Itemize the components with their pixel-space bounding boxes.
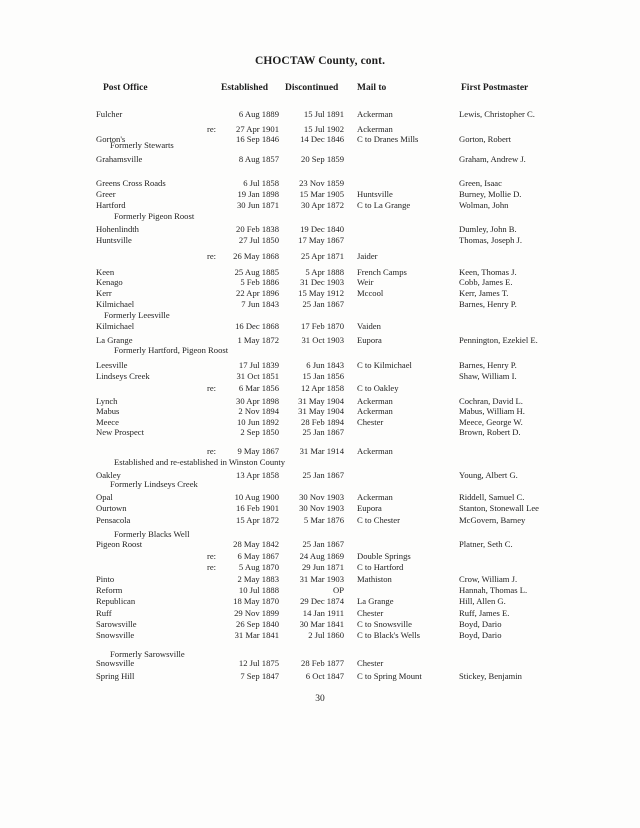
cell-est: 30 Jun 1871 xyxy=(236,200,279,210)
cell-pm: Cochran, David L. xyxy=(459,396,523,406)
cell-pm: Burney, Mollie D. xyxy=(459,189,522,199)
cell-name: Reform xyxy=(96,585,123,595)
cell-est: 10 Jun 1892 xyxy=(236,417,279,427)
cell-disc: 24 Aug 1869 xyxy=(299,551,344,561)
table-row xyxy=(0,154,640,165)
cell-est: 7 Jun 1843 xyxy=(241,299,279,309)
cell-disc: 30 Nov 1903 xyxy=(299,503,344,513)
table-row xyxy=(0,235,640,246)
cell-disc: 25 Jan 1867 xyxy=(302,299,344,309)
table-row xyxy=(0,619,640,630)
cell-pm: Brown, Robert D. xyxy=(459,427,521,437)
table-row xyxy=(0,551,640,562)
cell-disc: 17 May 1867 xyxy=(298,235,344,245)
cell-mail: C to Chester xyxy=(357,515,400,525)
cell-re: re: xyxy=(207,124,217,134)
cell-pm: Hill, Allen G. xyxy=(459,596,506,606)
cell-re: re: xyxy=(207,251,217,261)
table-row xyxy=(0,596,640,607)
cell-name: Kilmichael xyxy=(96,299,135,309)
cell-pm: Stickey, Benjamin xyxy=(459,671,522,681)
table-row xyxy=(0,470,640,481)
cell-mail: Ackerman xyxy=(357,492,393,502)
cell-pm: Boyd, Dario xyxy=(459,630,502,640)
table-row xyxy=(0,109,640,120)
cell-est: 6 May 1867 xyxy=(237,551,279,561)
cell-pm: Crow, William J. xyxy=(459,574,518,584)
cell-est: 15 Apr 1872 xyxy=(236,515,279,525)
cell-mail: C to Snowsville xyxy=(357,619,412,629)
table-row xyxy=(0,574,640,585)
cell-disc: 20 Sep 1859 xyxy=(301,154,344,164)
cell-est: 10 Jul 1888 xyxy=(238,585,279,595)
table-row xyxy=(0,178,640,189)
table-row xyxy=(0,321,640,332)
cell-pm: Platner, Seth C. xyxy=(459,539,513,549)
cell-est: 16 Feb 1901 xyxy=(236,503,279,513)
cell-est: 19 Jan 1898 xyxy=(237,189,279,199)
table-row xyxy=(0,630,640,641)
cell-name: Gorton's xyxy=(96,134,126,144)
note-formerly-lindseys-creek: Formerly Lindseys Creek xyxy=(110,479,198,489)
cell-pm: Wolman, John xyxy=(459,200,509,210)
cell-disc: 29 Jun 1871 xyxy=(301,562,344,572)
cell-pm: Shaw, William I. xyxy=(459,371,517,381)
cell-name: Spring Hill xyxy=(96,671,135,681)
cell-pm: Meece, George W. xyxy=(459,417,523,427)
cell-est: 16 Sep 1846 xyxy=(236,134,279,144)
header-established: Established xyxy=(221,83,268,93)
cell-est: 17 Jul 1839 xyxy=(238,360,279,370)
cell-pm: Gorton, Robert xyxy=(459,134,512,144)
cell-name: Snowsville xyxy=(96,630,135,640)
cell-pm: Young, Albert G. xyxy=(459,470,518,480)
cell-name: Oakley xyxy=(96,470,121,480)
cell-pm: Riddell, Samuel C. xyxy=(459,492,525,502)
cell-pm: Lewis, Christopher C. xyxy=(459,109,535,119)
cell-name: Pensacola xyxy=(96,515,131,525)
table-row xyxy=(0,277,640,288)
table-row xyxy=(0,562,640,573)
cell-pm: Barnes, Henry P. xyxy=(459,299,517,309)
table-row xyxy=(0,288,640,299)
cell-est: 2 Nov 1894 xyxy=(238,406,279,416)
cell-disc: 12 Apr 1858 xyxy=(301,383,344,393)
table-row xyxy=(0,224,640,235)
cell-pm: Keen, Thomas J. xyxy=(459,267,517,277)
cell-est: 28 May 1842 xyxy=(233,539,279,549)
cell-mail: C to Kilmichael xyxy=(357,360,412,370)
cell-est: 2 Sep 1850 xyxy=(240,427,279,437)
table-row xyxy=(0,427,640,438)
cell-est: 31 Oct 1851 xyxy=(236,371,279,381)
cell-name: Meece xyxy=(96,417,119,427)
note-formerly-leesville: Formerly Leesville xyxy=(104,310,170,320)
cell-name: Leesville xyxy=(96,360,128,370)
cell-est: 26 May 1868 xyxy=(233,251,279,261)
table-row xyxy=(0,251,640,262)
header-first-postmaster: First Postmaster xyxy=(461,83,529,93)
cell-name: Pinto xyxy=(96,574,115,584)
header-discontinued: Discontinued xyxy=(285,83,339,93)
cell-name: Ruff xyxy=(96,608,112,618)
cell-est: 1 May 1872 xyxy=(237,335,279,345)
cell-name: Ourtown xyxy=(96,503,127,513)
table-row xyxy=(0,134,640,145)
cell-name: Snowsville xyxy=(96,658,135,668)
cell-est: 27 Jul 1850 xyxy=(238,235,279,245)
cell-pm: Ruff, James E. xyxy=(459,608,510,618)
cell-disc: 14 Jan 1911 xyxy=(302,608,344,618)
cell-mail: C to Spring Mount xyxy=(357,671,422,681)
cell-disc: 15 Jan 1856 xyxy=(302,371,344,381)
cell-mail: Eupora xyxy=(357,503,382,513)
cell-name: La Grange xyxy=(96,335,133,345)
table-row xyxy=(0,446,640,457)
cell-pm: Boyd, Dario xyxy=(459,619,502,629)
cell-est: 27 Apr 1901 xyxy=(236,124,279,134)
cell-disc: 6 Jun 1843 xyxy=(306,360,344,370)
cell-est: 6 Jul 1858 xyxy=(243,178,279,188)
cell-disc: 6 Oct 1847 xyxy=(305,671,344,681)
page-number: 30 xyxy=(315,694,325,704)
cell-disc: 2 Jul 1860 xyxy=(308,630,344,640)
table-row xyxy=(0,539,640,550)
cell-pm: Barnes, Henry P. xyxy=(459,360,517,370)
cell-name: Grahamsville xyxy=(96,154,143,164)
note-formerly-hartford-pigeon-roost: Formerly Hartford, Pigeon Roost xyxy=(114,345,229,355)
cell-re: re: xyxy=(207,551,217,561)
cell-disc: 15 Mar 1905 xyxy=(299,189,344,199)
cell-disc: 17 Feb 1870 xyxy=(301,321,344,331)
table-row xyxy=(0,299,640,310)
cell-est: 30 Apr 1898 xyxy=(236,396,279,406)
cell-disc: 15 Jul 1902 xyxy=(303,124,344,134)
cell-mail: Weir xyxy=(357,277,374,287)
cell-mail: La Grange xyxy=(357,596,394,606)
cell-mail: Ackerman xyxy=(357,396,393,406)
table-row xyxy=(0,189,640,200)
cell-mail: Chester xyxy=(357,658,384,668)
cell-est: 20 Feb 1838 xyxy=(236,224,279,234)
cell-disc: 5 Apr 1888 xyxy=(305,267,344,277)
cell-pm: Dumley, John B. xyxy=(459,224,517,234)
cell-disc: 25 Apr 1871 xyxy=(301,251,344,261)
cell-name: Opal xyxy=(96,492,113,502)
cell-disc: 15 May 1912 xyxy=(298,288,344,298)
cell-mail: Chester xyxy=(357,608,384,618)
cell-name: Greer xyxy=(96,189,116,199)
cell-re: re: xyxy=(207,383,217,393)
cell-pm: Mabus, William H. xyxy=(459,406,525,416)
cell-est: 22 Apr 1896 xyxy=(236,288,279,298)
cell-disc: 30 Mar 1841 xyxy=(299,619,344,629)
table-row xyxy=(0,335,640,346)
table-row xyxy=(0,371,640,382)
cell-pm: Green, Isaac xyxy=(459,178,502,188)
cell-disc: 30 Apr 1872 xyxy=(301,200,344,210)
cell-disc: 31 Mar 1914 xyxy=(299,446,344,456)
table-row xyxy=(0,360,640,371)
cell-est: 5 Feb 1886 xyxy=(240,277,279,287)
cell-est: 16 Dec 1868 xyxy=(235,321,279,331)
cell-name: Lindseys Creek xyxy=(96,371,150,381)
cell-mail: C to Dranes Mills xyxy=(357,134,419,144)
table-row xyxy=(0,671,640,682)
cell-name: Mabus xyxy=(96,406,120,416)
cell-est: 25 Aug 1885 xyxy=(234,267,279,277)
cell-name: Republican xyxy=(96,596,136,606)
cell-est: 8 Aug 1857 xyxy=(238,154,279,164)
cell-est: 10 Aug 1900 xyxy=(234,492,279,502)
table-row xyxy=(0,515,640,526)
cell-mail: Chester xyxy=(357,417,384,427)
cell-mail: Ackerman xyxy=(357,124,393,134)
note-formerly-stewarts: Formerly Stewarts xyxy=(110,140,174,150)
cell-est: 12 Jul 1875 xyxy=(238,658,279,668)
cell-mail: Double Springs xyxy=(357,551,411,561)
cell-name: Kenago xyxy=(96,277,123,287)
cell-disc: 31 Oct 1903 xyxy=(301,335,344,345)
cell-mail: Vaiden xyxy=(357,321,381,331)
cell-disc: OP xyxy=(333,585,344,595)
cell-name: New Prospect xyxy=(96,427,144,437)
cell-name: Hartford xyxy=(96,200,126,210)
cell-mail: C to Black's Wells xyxy=(357,630,421,640)
cell-disc: 31 May 1904 xyxy=(298,406,344,416)
cell-disc: 5 Mar 1876 xyxy=(303,515,344,525)
cell-est: 9 May 1867 xyxy=(237,446,279,456)
cell-est: 31 Mar 1841 xyxy=(234,630,279,640)
cell-mail: Jaider xyxy=(357,251,378,261)
cell-est: 2 May 1883 xyxy=(237,574,279,584)
table-row xyxy=(0,608,640,619)
cell-disc: 19 Dec 1840 xyxy=(300,224,344,234)
cell-est: 6 Aug 1889 xyxy=(238,109,279,119)
cell-disc: 25 Jan 1867 xyxy=(302,427,344,437)
cell-name: Keen xyxy=(96,267,115,277)
cell-est: 5 Aug 1870 xyxy=(238,562,279,572)
note-formerly-pigeon-roost: Formerly Pigeon Roost xyxy=(114,211,195,221)
table-row xyxy=(0,406,640,417)
header-post-office: Post Office xyxy=(103,83,148,93)
cell-mail: French Camps xyxy=(357,267,407,277)
cell-mail: Mathiston xyxy=(357,574,392,584)
cell-disc: 25 Jan 1867 xyxy=(302,470,344,480)
cell-name: Huntsville xyxy=(96,235,132,245)
cell-name: Kerr xyxy=(96,288,112,298)
note-formerly-sarowsville: Formerly Sarowsville xyxy=(110,649,185,659)
cell-mail: Ackerman xyxy=(357,406,393,416)
cell-disc: 31 Dec 1903 xyxy=(300,277,344,287)
table-row xyxy=(0,503,640,514)
cell-disc: 31 May 1904 xyxy=(298,396,344,406)
cell-mail: C to Hartford xyxy=(357,562,404,572)
cell-disc: 30 Nov 1903 xyxy=(299,492,344,502)
cell-pm: Graham, Andrew J. xyxy=(459,154,526,164)
cell-name: Kilmichael xyxy=(96,321,135,331)
cell-name: Fulcher xyxy=(96,109,123,119)
cell-disc: 15 Jul 1891 xyxy=(303,109,344,119)
cell-name: Greens Cross Roads xyxy=(96,178,166,188)
cell-pm: Kerr, James T. xyxy=(459,288,509,298)
cell-disc: 25 Jan 1867 xyxy=(302,539,344,549)
cell-disc: 29 Dec 1874 xyxy=(300,596,344,606)
cell-disc: 28 Feb 1877 xyxy=(301,658,344,668)
table-row xyxy=(0,383,640,394)
table-row xyxy=(0,492,640,503)
cell-mail: C to Oakley xyxy=(357,383,399,393)
cell-disc: 23 Nov 1859 xyxy=(299,178,344,188)
cell-name: Lynch xyxy=(96,396,118,406)
cell-name: Sarowsville xyxy=(96,619,137,629)
cell-est: 18 May 1870 xyxy=(233,596,279,606)
cell-disc: 28 Feb 1894 xyxy=(301,417,344,427)
note-formerly-blacks-well: Formerly Blacks Well xyxy=(114,529,190,539)
cell-est: 29 Nov 1899 xyxy=(234,608,279,618)
page-title: CHOCTAW County, cont. xyxy=(254,55,386,67)
note-established-winston-county: Established and re-established in Winston County xyxy=(114,457,286,467)
cell-mail: Ackerman xyxy=(357,446,393,456)
table-row xyxy=(0,658,640,669)
cell-mail: Ackerman xyxy=(357,109,393,119)
cell-name: Hohenlindth xyxy=(96,224,139,234)
cell-pm: Hannah, Thomas L. xyxy=(459,585,528,595)
header-mail-to: Mail to xyxy=(357,83,387,93)
cell-name: Pigeon Roost xyxy=(96,539,143,549)
cell-pm: Thomas, Joseph J. xyxy=(459,235,523,245)
cell-mail: C to La Grange xyxy=(357,200,411,210)
cell-mail: Mccool xyxy=(357,288,384,298)
cell-pm: Stanton, Stonewall Lee xyxy=(459,503,539,513)
cell-est: 6 Mar 1856 xyxy=(238,383,279,393)
cell-mail: Eupora xyxy=(357,335,382,345)
cell-est: 26 Sep 1840 xyxy=(236,619,279,629)
cell-pm: McGovern, Barney xyxy=(459,515,526,525)
table-row xyxy=(0,585,640,596)
cell-est: 13 Apr 1858 xyxy=(236,470,279,480)
table-row xyxy=(0,200,640,211)
cell-disc: 14 Dec 1846 xyxy=(300,134,344,144)
cell-pm: Cobb, James E. xyxy=(459,277,513,287)
cell-est: 7 Sep 1847 xyxy=(240,671,279,681)
cell-disc: 31 Mar 1903 xyxy=(299,574,344,584)
cell-re: re: xyxy=(207,446,217,456)
cell-re: re: xyxy=(207,562,217,572)
cell-pm: Pennington, Ezekiel E. xyxy=(459,335,538,345)
cell-mail: Huntsville xyxy=(357,189,393,199)
